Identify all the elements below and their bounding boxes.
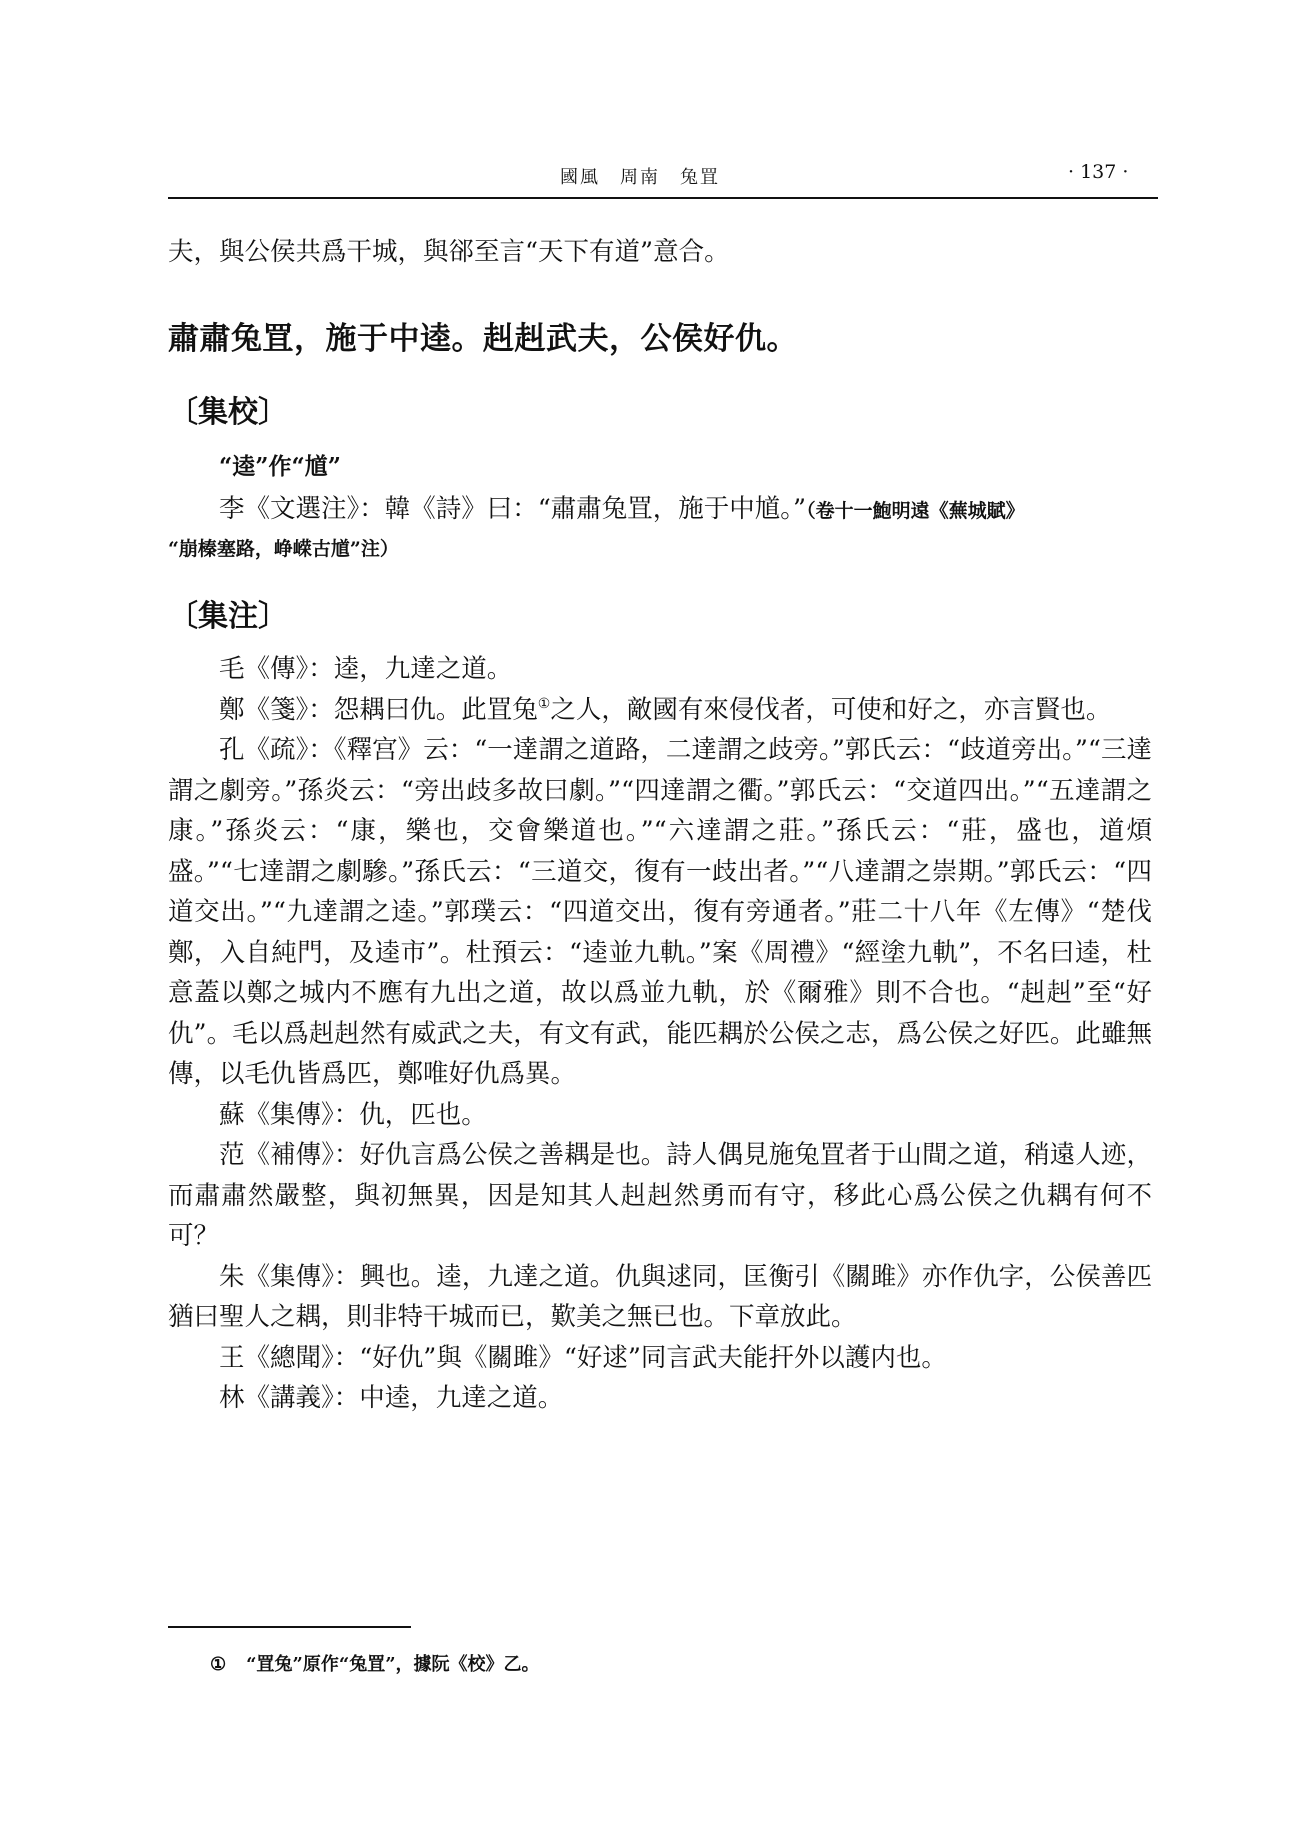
- footnote-rule: [168, 1626, 411, 1628]
- header-rule-tick: [1148, 197, 1158, 199]
- commentary-paragraph-su: 蘇《集傳》：仇，匹也。: [219, 1099, 487, 1130]
- commentary-paragraph-fan: 范《補傳》：好仇言爲公侯之善耦是也。詩人偶見施兔罝者于山間之道，稍遠人迹，而肅肅然嚴整，與初無異，因是知其人赳赳然勇而有守，移此心爲公侯之仇耦有何不可？: [168, 1140, 1152, 1251]
- verse-line: 肅肅兔罝，施于中逵。赳赳武夫，公侯好仇。: [168, 320, 798, 357]
- main-text: [168, 232, 1152, 1419]
- commentary-paragraph-kong: 孔《疏》：《釋宫》云：“一達謂之道路，二達謂之歧旁。”郭氏云：“歧道旁出。”“三達謂之劇旁。”孫炎云：“旁出歧多故曰劇。”“四達謂之衢。”郭氏云：“交道四出。”“五達謂之康。”孫炎云：“康，樂也，交會樂道也。”“六達謂之莊。”孫氏云：“莊，盛也，道煩盛。”“七達謂之劇驂。”孫氏云：“三道交，復有一歧出者。”“八達謂之崇期。”郭氏云：“四道交出。”“九達謂之逵。”郭璞云：“四道交出，復有旁通者。”莊二十八年《左傳》“楚伐鄭，入自純門，及逵市”。杜預云：“逵並九軌。”案《周禮》“經塗九軌”，不名曰逵，杜意蓋以鄭之城内不應有九出之道，故以爲並九軌，於《爾雅》則不合也。“赳赳”至“好仇”。毛以爲赳赳然有威武之夫，有文有武，能匹耦於公侯之志，爲公侯之好匹。此雖無傳，以毛仇皆爲匹，鄭唯好仇爲異。: [168, 735, 1152, 1089]
- collation-source-note-continued: “崩榛塞路，峥嵘古馗”注）: [168, 538, 399, 560]
- collation-heading: 〔集校〕: [168, 394, 288, 430]
- footnote-mark: ①: [210, 1654, 227, 1675]
- running-title: 國風 周南 兔罝: [560, 167, 720, 188]
- commentary-heading: 〔集注〕: [168, 599, 288, 634]
- collation-text: 李《文選注》：韓《詩》曰：“肅肅兔罝，施于中馗。”: [219, 493, 807, 524]
- zheng-text-a: 鄭《箋》：怨耦曰仇。此罝兔: [219, 694, 538, 725]
- commentary-paragraph-zheng: [168, 690, 1152, 731]
- footnote: [210, 1650, 540, 1680]
- header-rule: [168, 197, 1152, 199]
- footnote-text: “罝兔”原作“兔罝”，據阮《校》乙。: [246, 1654, 540, 1675]
- commentary-paragraph-mao: 毛《傳》：逵，九達之道。: [219, 654, 513, 684]
- zheng-text-b: 之人，敵國有來侵伐者，可使和好之，亦言賢也。: [550, 694, 1112, 725]
- page-number: · 137 ·: [1068, 161, 1129, 183]
- collation-item-title: “逵”作“馗”: [219, 452, 341, 480]
- commentary-paragraph-wang: 王《總聞》：“好仇”與《關雎》“好逑”同言武夫能扞外以護内也。: [219, 1342, 947, 1373]
- footnote-reference[interactable]: ①: [537, 695, 551, 712]
- continuation-line: 夫，與公侯共爲干城，與郤至言“天下有道”意合。: [168, 237, 730, 267]
- commentary-paragraph-zhu: 朱《集傳》：興也。逵，九達之道。仇與逑同，匡衡引《關雎》亦作仇字，公侯善匹猶曰聖人之耦，則非特干城而已，歎美之無已也。下章放此。: [168, 1261, 1152, 1332]
- collation-source-note: （卷十一鮑明遠《蕪城賦》: [806, 499, 1025, 522]
- commentary-paragraph-lin: 林《講義》：中逵，九達之道。: [219, 1383, 564, 1413]
- collation-paragraph: [168, 489, 1152, 532]
